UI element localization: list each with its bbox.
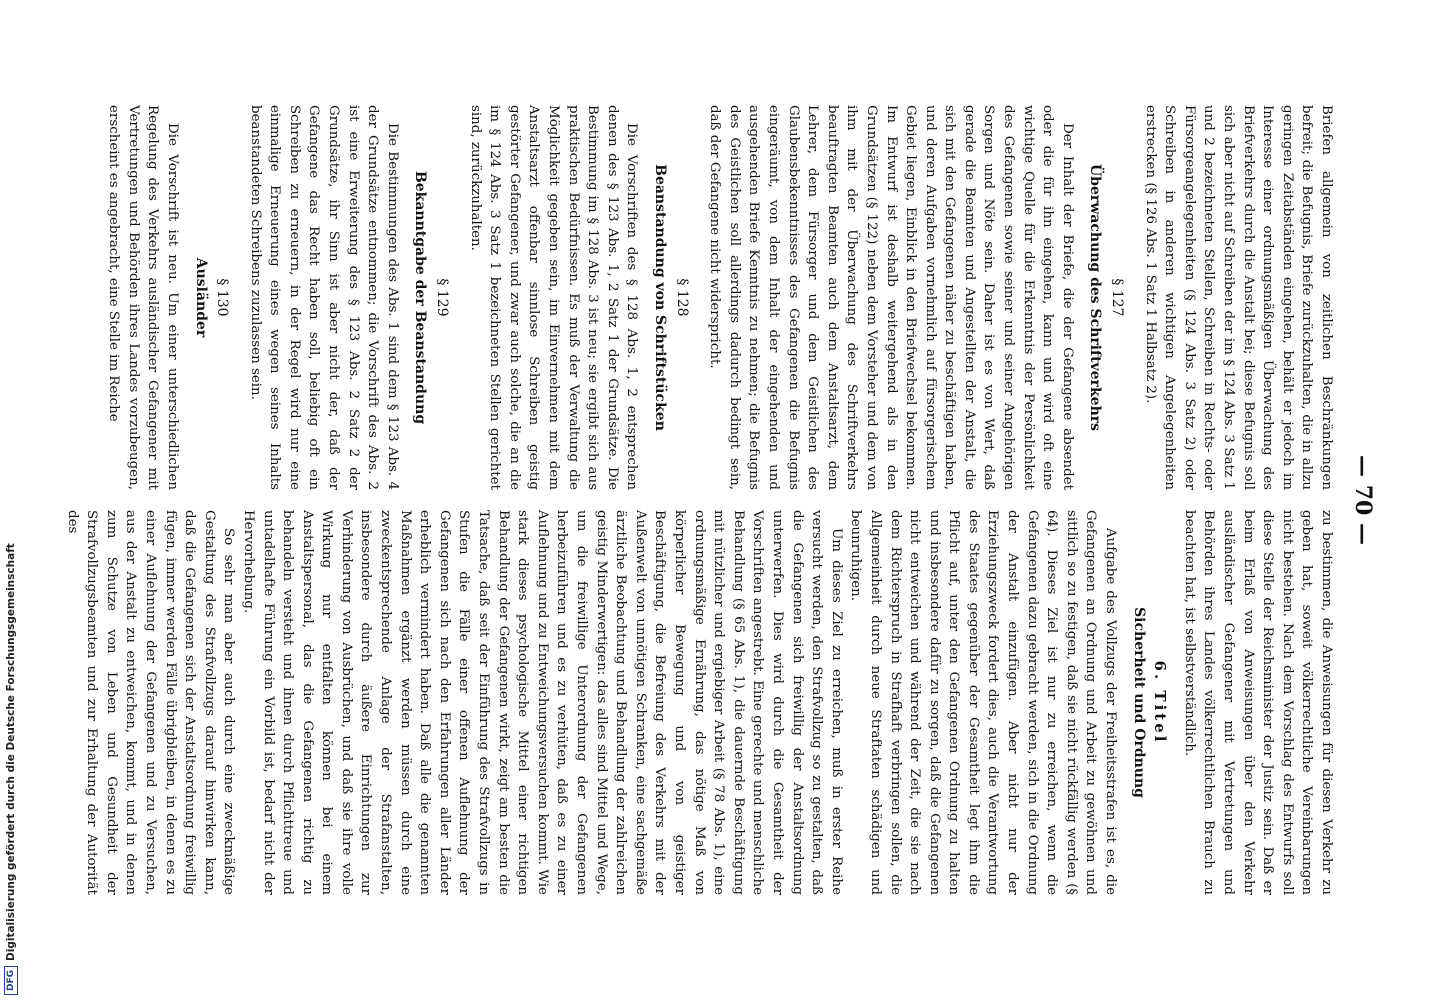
left-column [104, 105, 1336, 490]
paragraph: Die Vorschriften des § 128 Abs. 1, 2 entsprechen denen des § 123 Abs. 1, 2 Satz 1 der Grundsätze. Die Bestimmung im § 128 Abs. 3 ist neu; sie ergibt sich aus praktischen Bedürfnissen. Es muß der Verwaltung die Möglichkeit gegeben sein, im Einvernehmen mit dem Anstaltsarzt offenbar sinnlose Schreiben geistig gestörter Gefangener, und zwar auch solche, die an die im § 124 Abs. 3 Satz 1 bezeichneten Stellen gerichtet sind, zurückzuhalten. [467, 105, 640, 490]
section-title: Beanstandung von Schriftstücken [652, 164, 668, 431]
section-title: Sicherheit und Ordnung [1130, 607, 1147, 798]
section-number: § 128 [673, 278, 690, 317]
paragraph: Aufgabe des Vollzugs der Freiheitsstrafen ist es, die Gefangenen an Ordnung und Arbeit zu gewöhnen und sittlich so zu festigen, daß sie nicht rückfällig werden (§ 64). Dieses Ziel ist nur zu erreichen, wenn die Gefangenen dazu gebracht werden, sich in die Ordnung der Anstalt einzufügen. Aber nicht nur der Erziehungszweck fordert dies, auch die Verantwortung des Staates gegenüber der Gesamtheit legt ihm die Pflicht auf, unter den Gefangenen Ordnung zu halten und insbesondere dafür zu sorgen, daß die Gefangenen nicht entweichen und während der Zeit, die sie nach dem Richterspruch in Strafhaft verbringen sollen, die Allgemeinheit durch neue Straftaten schädigen und beunruhigen. [848, 510, 1119, 895]
footer-credit [4, 5, 18, 995]
paragraph: zu bestimmen, die Anweisungen für diesen Verkehr zu geben hat, soweit völkerrechtliche Vereinbarungen nicht bestehen. Nach dem Vorschlag des Entwurfs soll diese Stelle der Reichsminister der Justiz sein. Daß er beim Erlaß von Anweisungen über den Verkehr ausländischer Gefangener mit Vertretungen und Behörden ihres Landes völkerrechtlichen Brauch zu beachten hat, ist selbstverständlich. [1181, 510, 1334, 895]
paragraph: Der Inhalt der Briefe, die der Gefangene absendet oder die für ihn eingehen, kann und wird oft eine wichtige Quelle für die Erkenntnis der Persönlichkeit des Gefangenen sowie seiner und seiner Angehörigen Sorgen und Nöte sein. Daher ist es von Wert, daß gerade die Beamten und Angestellten der Anstalt, die sich mit den Gefangenen näher zu beschäftigen haben, und deren Aufgaben vornehmlich auf fürsorgerischem Gebiet liegen, Einblick in den Briefwechsel bekommen. Im Entwurf ist deshalb weitergehend als in den Grundsätzen (§ 122) neben dem Vorsteher und dem von ihm mit der Überwachung des Schriftverkehrs beauftragten Beamten auch dem Anstaltsarzt, dem Lehrer, dem Fürsorger und dem Geistlichen des Glaubensbekenntnisses des Gefangenen die Befugnis eingeräumt, von dem Inhalt der eingehenden und ausgehenden Briefe Kenntnis zu nehmen; die Befugnis des Geistlichen soll allerdings dadurch bedingt sein, daß der Gefangene nicht widerspricht. [707, 105, 1075, 490]
section-number: § 129 [434, 278, 451, 317]
right-column [62, 510, 1336, 895]
section-title: Bekanntgabe der Beanstandung [412, 170, 429, 425]
paragraph: Die Vorschrift ist neu. Um einer unterschiedlichen Regelung des Verkehrs ausländischer Gefangener mit Vertretungen und Behörden ihres Landes vorzubeugen, erscheint es angebracht, eine Stelle im Reiche [106, 105, 180, 490]
section-number: § 130 [214, 278, 231, 317]
page-number: — 70 — [1350, 455, 1376, 545]
paragraph: So sehr man aber auch durch eine zweckmäßige Gestaltung des Strafvollzugs darauf hinwirken kann, daß die Gefangenen sich der Anstaltsordnung freiwillig fügen, immer werden Fälle übrigbleiben, in denen es zu einer Auflehnung der Gefangenen und zu Versuchen, aus der Anstalt zu entweichen, kommt, und in denen zum Schutze von Leben und Gesundheit der Strafvollzugsbeamten und zur Erhaltung der Autorität des [64, 510, 237, 895]
dfg-logo: DFG [4, 966, 18, 995]
section-title: Ausländer [192, 257, 209, 338]
title-heading: 6. Titel [1151, 660, 1170, 745]
section-title: Überwachung des Schriftverkehrs [1087, 163, 1104, 432]
paragraph: Briefen allgemein von zeitlichen Beschränkungen befreit; die Befugnis, Briefe zurückzuhalten, die in allzu geringen Zeitabständen eingehen, behält er jedoch im Interesse einer ordnungsmäßigen Überwachung des Briefverkehrs durch die Anstalt bei; diese Befugnis soll sich aber nicht auf Schreiben der im § 124 Abs. 3 Satz 1 und 2 bezeichneten Stellen, Schreiben in Rechts- oder Fürsorgeangelegenheiten (§ 124 Abs. 3 Satz 2) oder Schreiben in anderen wichtigen Angelegenheiten erstrecken (§ 126 Abs. 1 Satz 1 Halbsatz 2). [1142, 105, 1334, 490]
section-number: § 127 [1109, 278, 1126, 317]
footer-text: Digitalisierung gefördert durch die Deutsche Forschungsgemeinschaft [5, 543, 17, 961]
paragraph: Die Bestimmungen des Abs. 1 sind dem § 123 Abs. 4 der Grundsätze entnommen; die Vorschrift des Abs. 2 ist eine Erweiterung des § 123 Abs. 2 Satz 2 der Grundsätze, ihr Sinn ist aber nicht der, daß der Gefangene das Recht haben soll, beliebig oft ein Schreiben zu erneuern, in der Regel wird nur eine einmalige Erneuerung eines wegen seines Inhalts beanstandeten Schreibens zuzulassen sein. [247, 105, 400, 490]
paragraph: Um dieses Ziel zu erreichen, muß in erster Reihe versucht werden, den Strafvollzug so zu gestalten, daß die Gefangenen sich freiwillig der Anstaltsordnung unterwerfen. Dies wird durch die Gesamtheit der Vorschriften angestrebt. Eine gerechte und menschliche Behandlung (§ 65 Abs. 1), die dauernde Beschäftigung mit nützlicher und ergiebiger Arbeit (§ 78 Abs. 1), eine ordnungsmäßige Ernährung, das nötige Maß von körperlicher Bewegung und von geistiger Beschäftigung, die Befreiung des Verkehrs mit der Außenwelt von unnötigen Schranken, eine sachgemäße ärztliche Beobachtung und Behandlung der zahlreichen geistig Minderwertigen: das alles sind Mittel und Wege, um die freiwillige Unterordnung der Gefangenen herbeizuführen und es zu verhüten, daß es zu einer Auflehnung und zu Entweichungsversuchen kommt. Wie stark dieses psychologische Mittel einer richtigen Behandlung der Gefangenen wirkt, zeigt am besten die Tatsache, daß seit der Einführung des Strafvollzugs in Stufen die Fälle einer offenen Auflehnung der Gefangenen sich nach den Erfahrungen aller Länder erheblich vermindert haben. Daß alle die genannten Maßnahmen ergänzt werden müssen durch eine zweckentsprechende Anlage der Strafanstalten, insbesondere durch äußere Einrichtungen zur Verhinderung von Ausbrüchen, und daß sie ihre volle Wirkung nur entfalten können bei einem Anstaltspersonal, das die Gefangenen richtig zu behandeln versteht und ihnen durch Pflichttreue und untadelhafte Führung ein Vorbild ist, bedarf nicht der Hervorhebung. [240, 510, 844, 895]
